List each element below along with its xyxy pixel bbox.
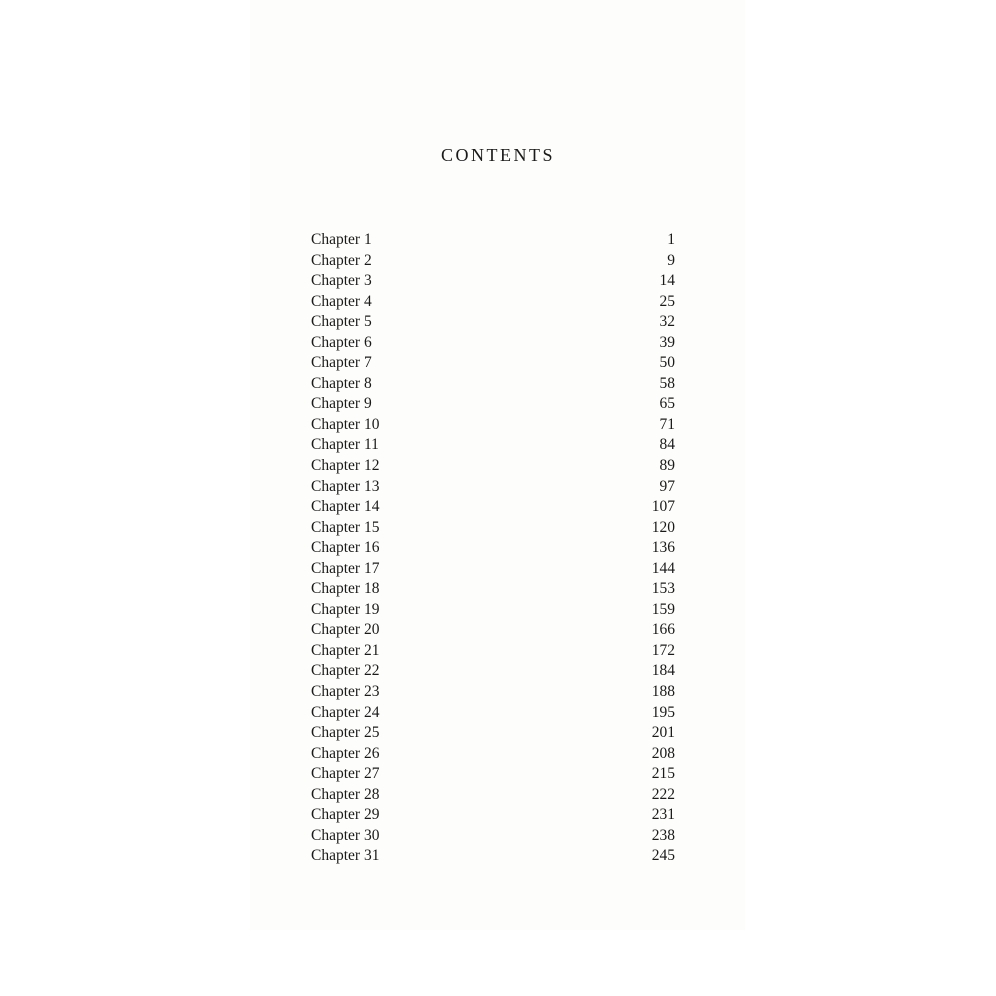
toc-entry-page-number: 25 [659, 292, 675, 310]
toc-entry-page-number: 159 [651, 600, 675, 618]
toc-entry[interactable] [311, 292, 675, 313]
toc-entry-page-number: 50 [659, 354, 675, 372]
toc-entry-page-number: 32 [659, 313, 675, 331]
toc-entry-page-number: 84 [659, 436, 675, 454]
table-of-contents [311, 230, 675, 867]
toc-entry-label: Chapter 23 [311, 683, 380, 701]
toc-entry-label: Chapter 4 [311, 292, 372, 310]
toc-entry-page-number: 153 [651, 580, 675, 598]
toc-entry-label: Chapter 19 [311, 600, 380, 618]
toc-entry-page-number: 39 [659, 333, 675, 351]
toc-entry-label: Chapter 12 [311, 457, 380, 475]
toc-entry-page-number: 238 [651, 826, 675, 844]
toc-entry-page-number: 120 [651, 518, 675, 536]
toc-entry-label: Chapter 24 [311, 703, 380, 721]
toc-entry-page-number: 245 [651, 847, 675, 865]
toc-entry[interactable] [311, 251, 675, 272]
toc-entry[interactable] [311, 230, 675, 251]
toc-entry[interactable] [311, 497, 675, 518]
toc-entry-page-number: 201 [651, 724, 675, 742]
toc-entry-page-number: 58 [659, 374, 675, 392]
toc-entry-label: Chapter 17 [311, 559, 380, 577]
toc-entry[interactable] [311, 374, 675, 395]
toc-entry-label: Chapter 22 [311, 662, 380, 680]
toc-entry[interactable] [311, 723, 675, 744]
toc-entry-page-number: 14 [659, 272, 675, 290]
toc-entry-label: Chapter 16 [311, 539, 380, 557]
toc-entry[interactable] [311, 764, 675, 785]
toc-entry-page-number: 222 [651, 785, 675, 803]
toc-entry[interactable] [311, 744, 675, 765]
page-title: CONTENTS [441, 145, 555, 165]
toc-entry-label: Chapter 5 [311, 313, 372, 331]
toc-entry-label: Chapter 20 [311, 621, 380, 639]
toc-entry-page-number: 65 [659, 395, 675, 413]
toc-entry[interactable] [311, 518, 675, 539]
toc-entry-label: Chapter 28 [311, 785, 380, 803]
toc-entry[interactable] [311, 271, 675, 292]
toc-entry-page-number: 231 [651, 806, 675, 824]
toc-entry-page-number: 136 [651, 539, 675, 557]
toc-entry[interactable] [311, 805, 675, 826]
toc-entry-label: Chapter 3 [311, 272, 372, 290]
toc-entry-label: Chapter 13 [311, 477, 380, 495]
toc-entry-label: Chapter 10 [311, 415, 380, 433]
toc-entry[interactable] [311, 682, 675, 703]
toc-entry-page-number: 107 [651, 498, 675, 516]
toc-entry[interactable] [311, 579, 675, 600]
toc-entry[interactable] [311, 785, 675, 806]
toc-entry-page-number: 89 [659, 457, 675, 475]
toc-entry-page-number: 1 [667, 231, 675, 248]
toc-entry-label: Chapter 30 [311, 826, 380, 844]
toc-entry-label: Chapter 18 [311, 580, 380, 598]
toc-entry-label: Chapter 29 [311, 806, 380, 824]
toc-entry-label: Chapter 11 [311, 436, 379, 454]
toc-entry-label: Chapter 25 [311, 724, 380, 742]
toc-entry-label: Chapter 21 [311, 641, 380, 659]
toc-entry[interactable] [311, 641, 675, 662]
toc-entry-label: Chapter 14 [311, 498, 380, 516]
toc-entry[interactable] [311, 661, 675, 682]
toc-entry-page-number: 188 [651, 683, 675, 701]
toc-entry[interactable] [311, 703, 675, 724]
toc-entry-label: Chapter 9 [311, 395, 372, 413]
toc-entry[interactable] [311, 415, 675, 436]
toc-entry-page-number: 195 [651, 703, 675, 721]
toc-entry[interactable] [311, 600, 675, 621]
toc-entry-page-number: 9 [667, 251, 675, 269]
toc-entry-page-number: 166 [651, 621, 675, 639]
toc-entry[interactable] [311, 456, 675, 477]
toc-entry[interactable] [311, 435, 675, 456]
toc-entry[interactable] [311, 353, 675, 374]
toc-entry[interactable] [311, 477, 675, 498]
toc-entry-page-number: 71 [659, 415, 675, 433]
toc-entry-label: Chapter 31 [311, 847, 380, 865]
toc-entry-label: Chapter 15 [311, 518, 380, 536]
toc-entry-label: Chapter 1 [311, 231, 372, 248]
toc-entry-page-number: 144 [651, 559, 675, 577]
toc-entry-label: Chapter 6 [311, 333, 372, 351]
toc-entry[interactable] [311, 826, 675, 847]
toc-entry[interactable] [311, 559, 675, 580]
toc-entry-page-number: 208 [651, 744, 675, 762]
toc-entry-label: Chapter 2 [311, 251, 372, 269]
toc-entry[interactable] [311, 312, 675, 333]
toc-entry[interactable] [311, 620, 675, 641]
toc-entry-label: Chapter 7 [311, 354, 372, 372]
toc-entry-label: Chapter 27 [311, 765, 380, 783]
toc-entry-label: Chapter 8 [311, 374, 372, 392]
toc-entry[interactable] [311, 333, 675, 354]
toc-entry[interactable] [311, 538, 675, 559]
toc-entry-page-number: 172 [651, 641, 675, 659]
toc-entry[interactable] [311, 394, 675, 415]
toc-entry-label: Chapter 26 [311, 744, 380, 762]
toc-entry-page-number: 184 [651, 662, 675, 680]
toc-entry-page-number: 97 [659, 477, 675, 495]
toc-entry[interactable] [311, 846, 675, 867]
toc-entry-page-number: 215 [651, 765, 675, 783]
